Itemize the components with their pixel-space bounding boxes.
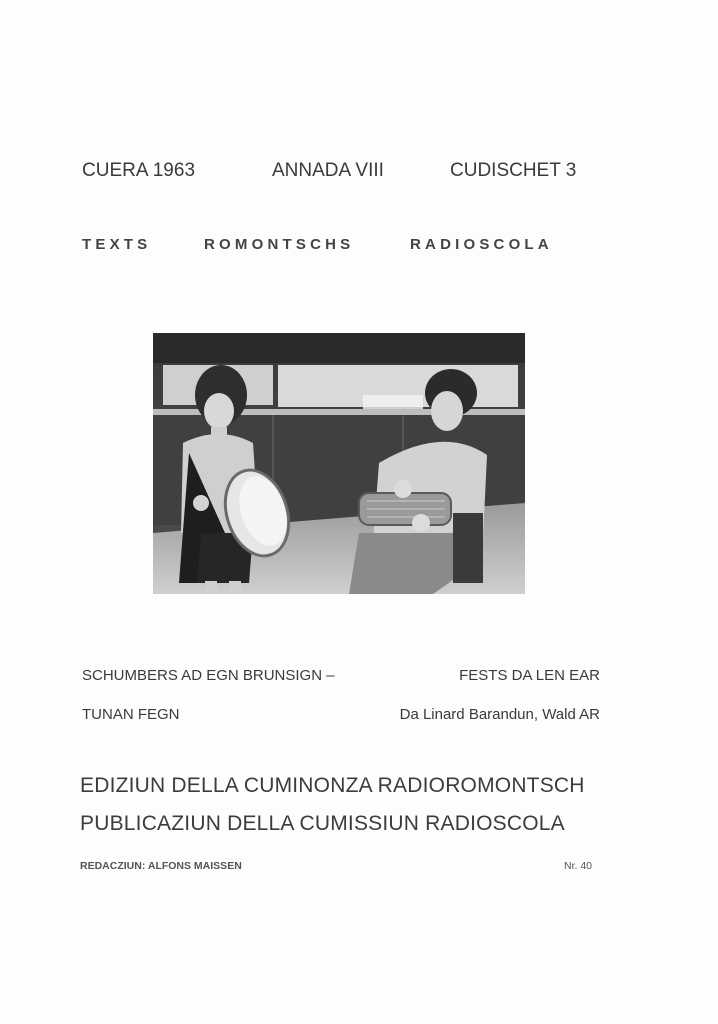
editor-credit: REDACZIUN: ALFONS MAISSEN	[80, 860, 242, 872]
series-word-texts: TEXTS	[82, 236, 152, 253]
title-row-1	[82, 667, 600, 687]
series-word-radioscola: RADIOSCOLA	[410, 236, 553, 253]
children-with-drums-photo	[153, 333, 525, 594]
title-tunan-fegn: TUNAN FEGN	[82, 706, 180, 723]
issue-number: CUDISCHET 3	[450, 160, 577, 181]
title-fests: FESTS DA LEN EAR	[459, 667, 600, 684]
title-schumbers: SCHUMBERS AD EGN BRUNSIGN –	[82, 667, 335, 684]
issue-year: CUERA 1963	[82, 160, 196, 181]
title-row-2	[82, 706, 600, 726]
publisher-line-1: EDIZIUN DELLA CUMINONZA RADIOROMONTSCH	[80, 774, 585, 797]
series-title	[82, 236, 602, 258]
issue-volume: ANNADA VIII	[272, 160, 384, 181]
publication-number: Nr. 40	[563, 860, 592, 872]
author-line: Da Linard Barandun, Wald AR	[399, 706, 600, 723]
publisher-line-2: PUBLICAZIUN DELLA CUMISSIUN RADIOSCOLA	[80, 812, 565, 835]
footer	[80, 860, 592, 876]
series-word-romontschs: ROMONTSCHS	[204, 236, 355, 253]
cover-photo	[153, 333, 525, 594]
issue-header	[82, 160, 602, 186]
